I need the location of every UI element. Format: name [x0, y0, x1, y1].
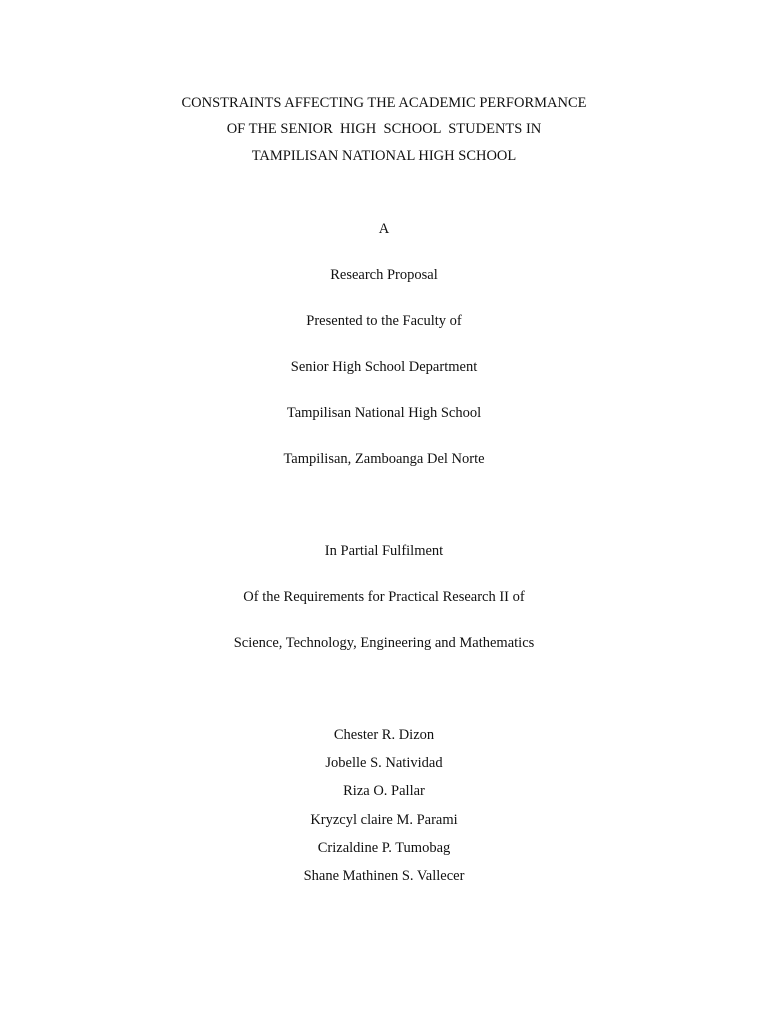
school-name: Tampilisan National High School	[286, 405, 482, 421]
author-name: Chester R. Dizon	[333, 727, 435, 743]
school-location: Tampilisan, Zamboanga Del Norte	[283, 451, 485, 467]
title-line-1: CONSTRAINTS AFFECTING THE ACADEMIC PERFORMANCE	[181, 95, 587, 111]
author-name: Crizaldine P. Tumobag	[317, 840, 451, 856]
proposal-type: Research Proposal	[330, 267, 438, 283]
title-line-2: OF THE SENIOR HIGH SCHOOL STUDENTS IN	[226, 121, 542, 137]
article-a: A	[378, 221, 390, 237]
author-name: Riza O. Pallar	[343, 783, 425, 799]
department-name: Senior High School Department	[290, 359, 478, 375]
fulfilment-line-2: Of the Requirements for Practical Research II of	[243, 589, 525, 605]
presented-to: Presented to the Faculty of	[306, 313, 462, 329]
author-name: Kryzcyl claire M. Parami	[310, 812, 458, 828]
author-name: Jobelle S. Natividad	[325, 755, 443, 771]
fulfilment-line-1: In Partial Fulfilment	[324, 543, 444, 559]
author-name: Shane Mathinen S. Vallecer	[303, 868, 465, 884]
fulfilment-line-3: Science, Technology, Engineering and Mathematics	[233, 635, 535, 651]
title-line-3: TAMPILISAN NATIONAL HIGH SCHOOL	[251, 148, 517, 164]
